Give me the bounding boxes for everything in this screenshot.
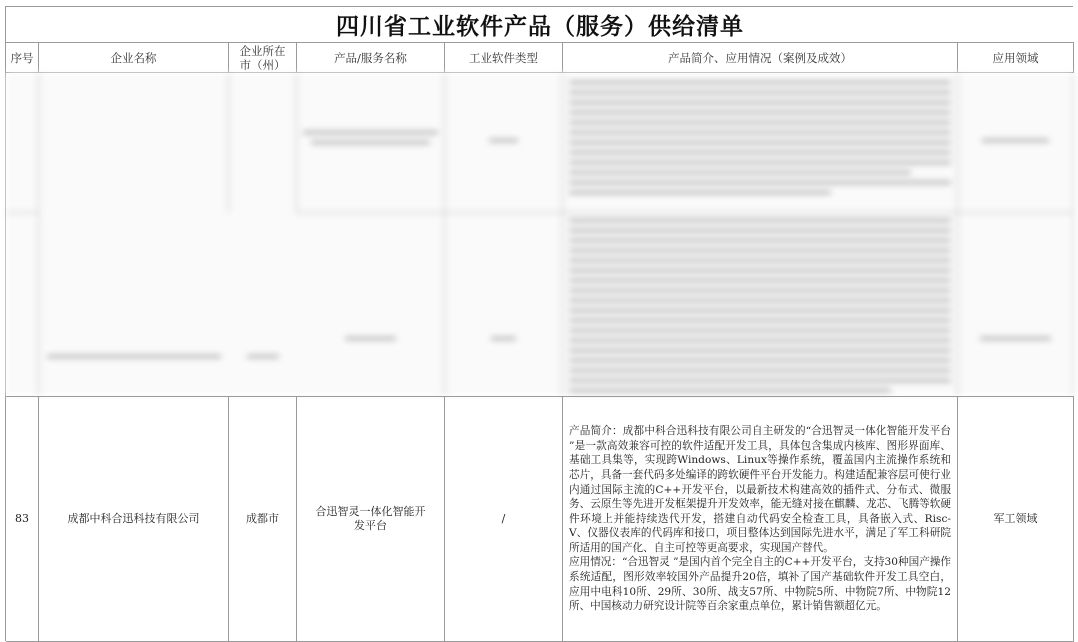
header-product: 产品/服务名称 xyxy=(297,43,445,73)
header-field: 应用领域 xyxy=(958,43,1074,73)
row-city: 成都市 xyxy=(229,396,297,642)
application-status-text: 应用情况：“合迅智灵 ”是国内首个完全自主的C++开发平台，支持30种国产操作系统适配，图形效率较国外产品提升20倍，填补了国产基础软件开发工具空白，应用中电科10所、29所、30所、战支57所、中物院5所、中物院7所、中物院12所、中国核动力研究设计院等百余家重点单位，累计销售额超亿元。 xyxy=(569,556,951,613)
row-seq: 83 xyxy=(6,396,39,642)
header-desc: 产品简介、应用情况（案例及成效） xyxy=(563,43,958,73)
product-intro-text: 产品简介：成都中科合迅科技有限公司自主研发的“合迅智灵一体化智能开发平台 ”是一款高效兼容可控的软件适配开发工具，具体包含集成内核库、图形界面库、基础工具集等，实现跨Windows、Linux等操作系统，覆盖国内主流操作系统和芯片，具备一套代码多处编译的跨软硬件平台开发能力。构建适配兼容层可使行业内通过国际主流的C++开发平台，以最新技术构建高效的插件式、分布式、微服务、云原生等先进开发框架提升开发效率，能无缝对接在麒麟、龙芯、飞腾等软硬件环境上并能持续迭代开发，搭建自动代码安全检查工具，具备嵌入式、Risc-V、仪器仪表库的代码库和接口，项目整体达到国际先进水平，满足了军工科研院所适用的国产化、自主可控等更高要求，实现国产替代。 xyxy=(569,425,951,554)
supply-list-table xyxy=(5,6,1073,641)
header-seq: 序号 xyxy=(6,43,39,73)
row-description xyxy=(563,396,958,642)
header-city: 企业所在市（州） xyxy=(229,43,297,73)
header-company: 企业名称 xyxy=(39,43,229,73)
obscured-rows xyxy=(6,73,1074,396)
row-product-name: 合迅智灵一体化智能开发平台 xyxy=(297,396,445,642)
row-application-field: 军工领域 xyxy=(958,396,1074,642)
header-type: 工业软件类型 xyxy=(445,43,563,73)
row-software-type: / xyxy=(445,396,563,642)
row-company-name: 成都中科合迅科技有限公司 xyxy=(39,396,229,642)
page-title: 四川省工业软件产品（服务）供给清单 xyxy=(6,7,1074,43)
